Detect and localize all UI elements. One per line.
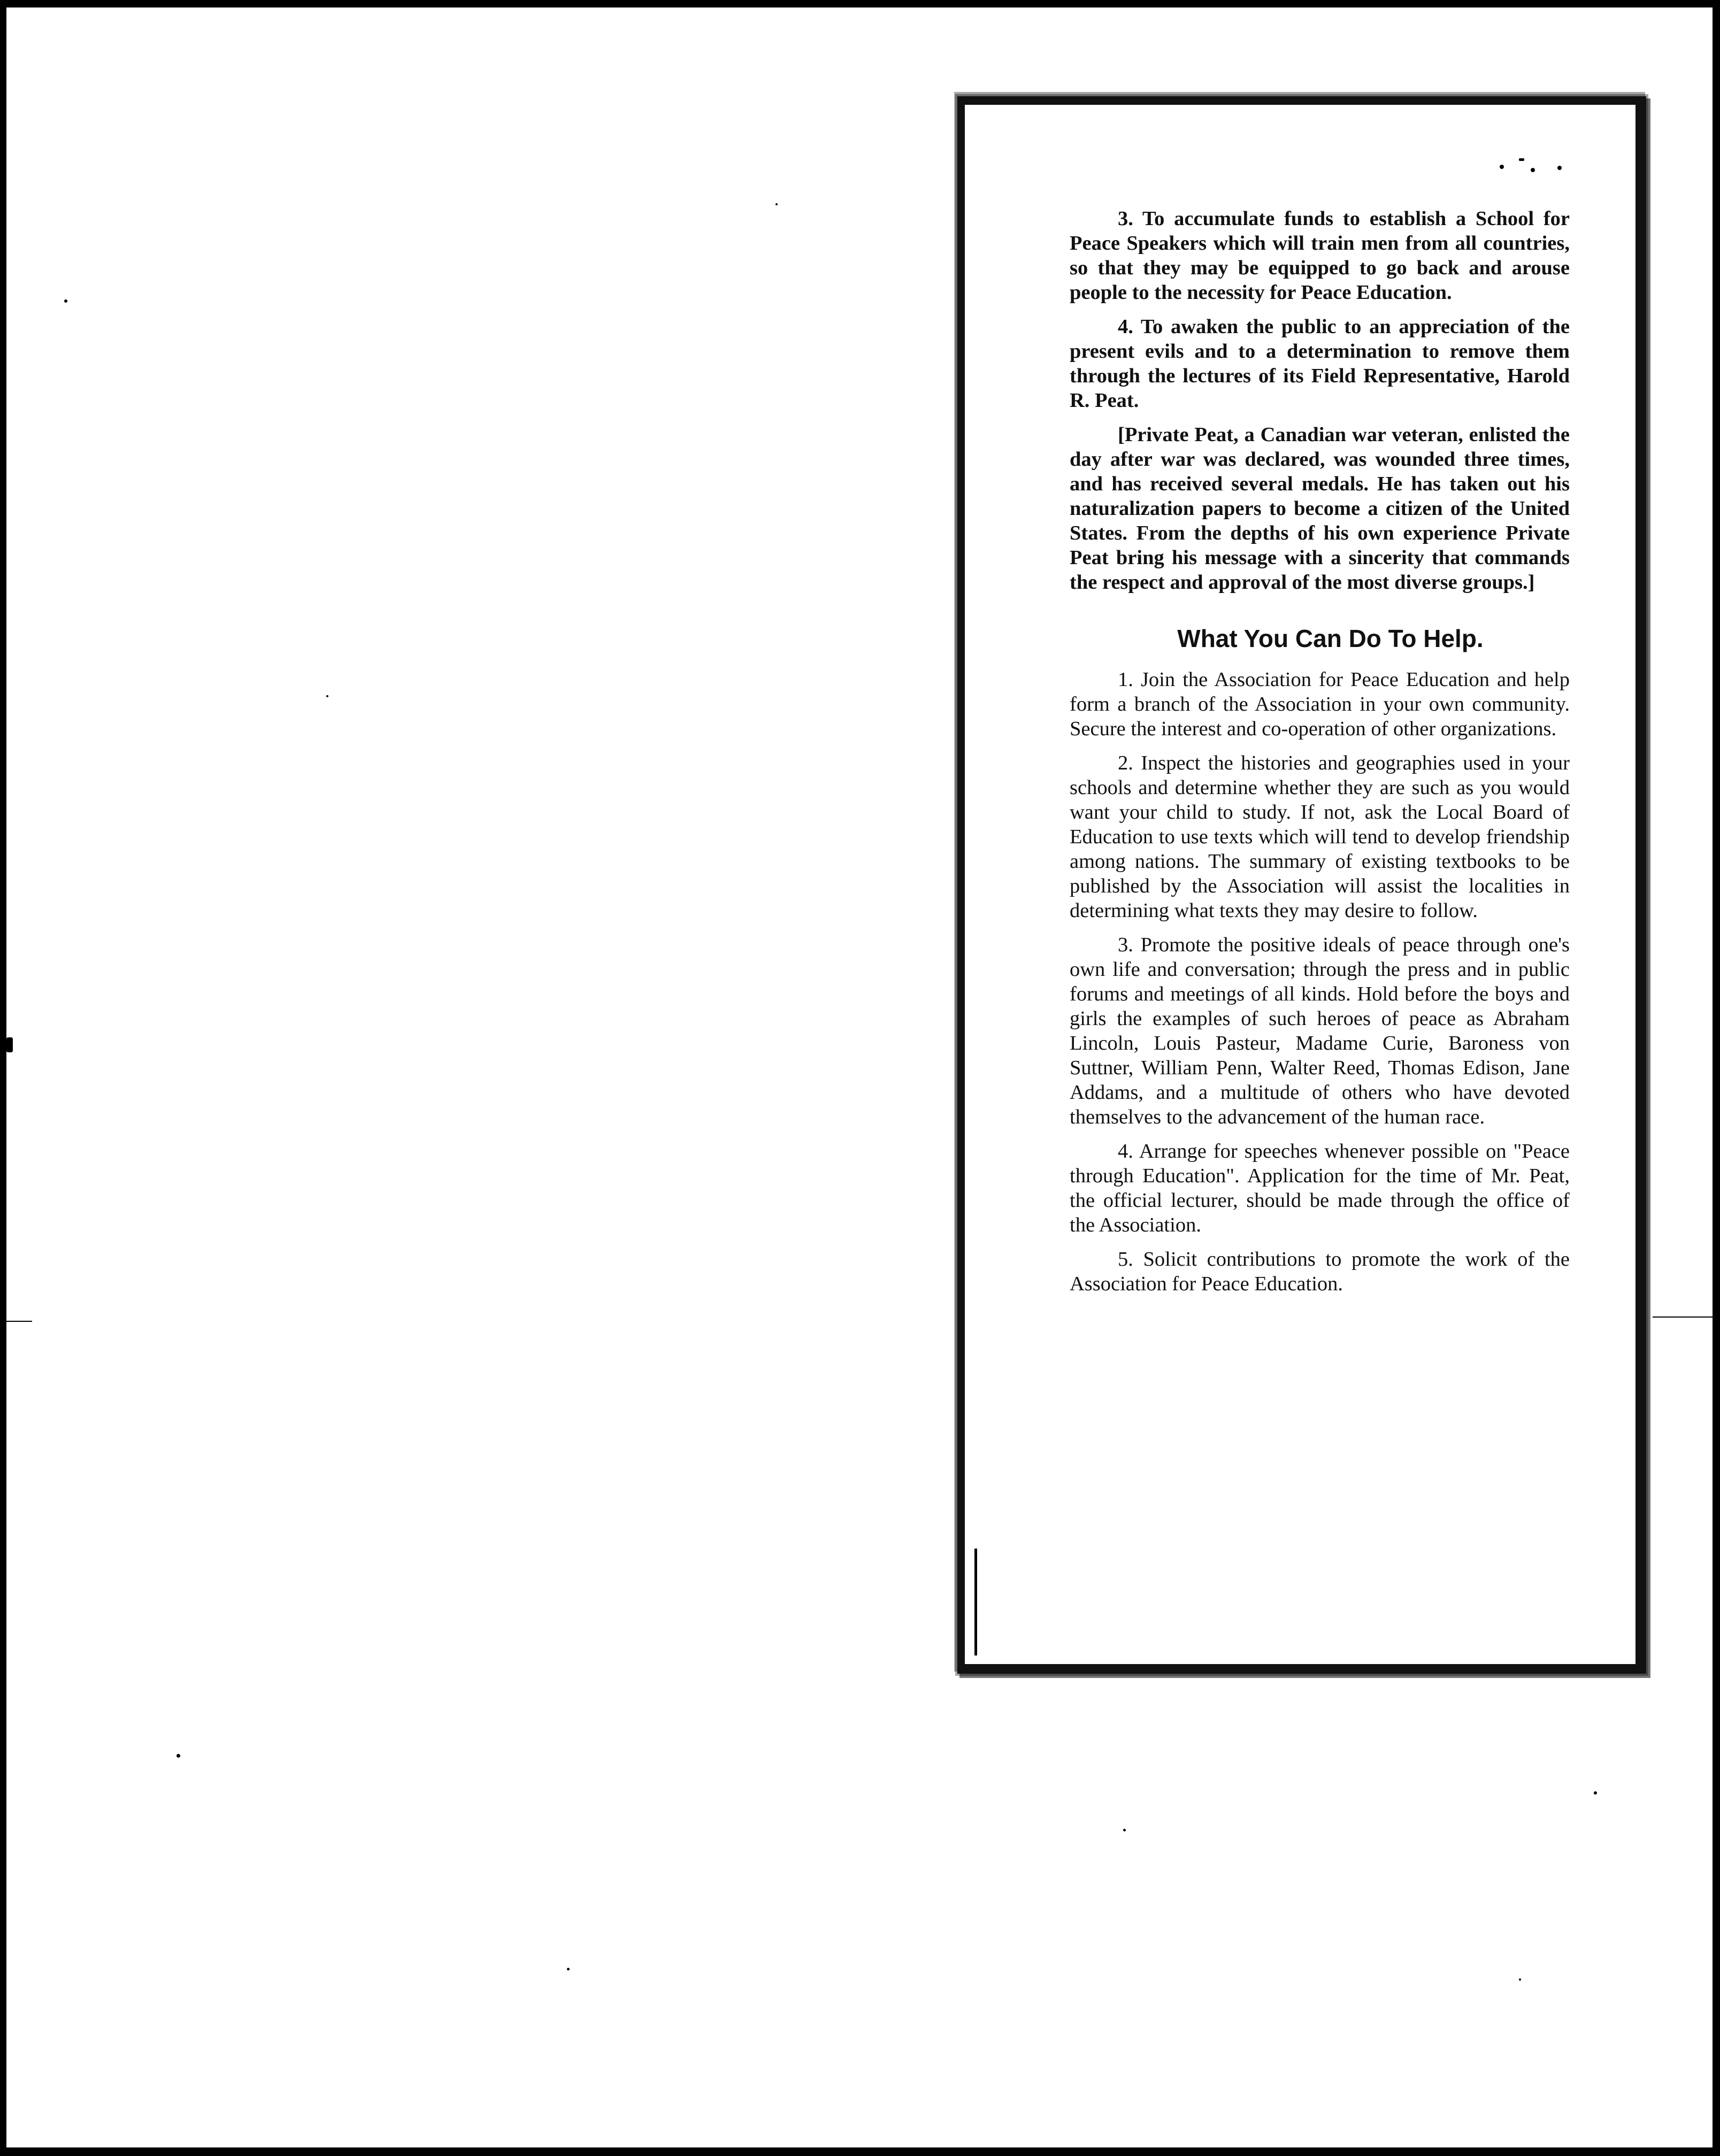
scan-fold-line-left <box>0 1321 32 1322</box>
scan-speck <box>1594 1791 1597 1795</box>
scan-speck <box>1519 1978 1521 1981</box>
help-section-heading: What You Can Do To Help. <box>1177 625 1484 652</box>
scan-speck <box>6 1037 13 1052</box>
leaflet-page <box>957 96 1646 1674</box>
help-item-5: 5. Solicit contributions to promote the work of the Association for Peace Education. <box>1070 1248 1570 1295</box>
leaflet-edge-mark <box>974 1549 977 1656</box>
peat-biography-paragraph: [Private Peat, a Canadian war veteran, enlisted the day after war was declared, was wounded three times, and has received several medals. He has taken out his naturalization papers to become a citizen of the United States. From the depths of his own experience Private Peat bring his message with a sincerity that commands the respect and approval of the most diverse groups.] <box>1070 424 1570 594</box>
scan-speck <box>775 203 778 205</box>
scan-speck <box>1123 1829 1126 1831</box>
help-item-4: 4. Arrange for speeches whenever possible on "Peace through Education". Application for the time of Mr. Peat, the official lecturer, should be made through the office of the Association. <box>1070 1140 1570 1236</box>
leaflet-text-column <box>1070 206 1570 1306</box>
ink-dots <box>1500 158 1575 180</box>
help-item-2: 2. Inspect the histories and geographies used in your schools and determine whether they are such as you would want your child to study. If not, ask the Local Board of Education to use texts which will tend to develop friendship among nations. The summary of existing textbooks to be published by the Association will assist the localities in determining what texts they may desire to follow. <box>1070 752 1570 922</box>
help-item-1: 1. Join the Association for Peace Education and help form a branch of the Association in your own community. Secure the interest and co-operation of other organizations. <box>1070 668 1570 740</box>
scan-speck <box>176 1754 180 1758</box>
scan-speck <box>567 1968 570 1970</box>
objective-3-paragraph: 3. To accumulate funds to establish a School for Peace Speakers which will train men from all countries, so that they may be equipped to go back and arouse people to the necessity for Peace Education. <box>1070 207 1570 304</box>
scan-speck <box>326 695 328 697</box>
scan-fold-line-right <box>1653 1316 1720 1318</box>
help-item-3: 3. Promote the positive ideals of peace through one's own life and conversation; through the press and in public forums and meetings of all kinds. Hold before the boys and girls the examples of such heroes of peace as Abraham Lincoln, Louis Pasteur, Madame Curie, Baroness von Suttner, William Penn, Walter Reed, Thomas Edison, Jane Addams, and a multitude of others who have devoted themselves to the advancement of the human race. <box>1070 934 1570 1128</box>
objective-4-paragraph: 4. To awaken the public to an appreciation of the present evils and to a determination to remove them through the lectures of its Field Representative, Harold R. Peat. <box>1070 315 1570 412</box>
scan-speck <box>64 299 67 303</box>
